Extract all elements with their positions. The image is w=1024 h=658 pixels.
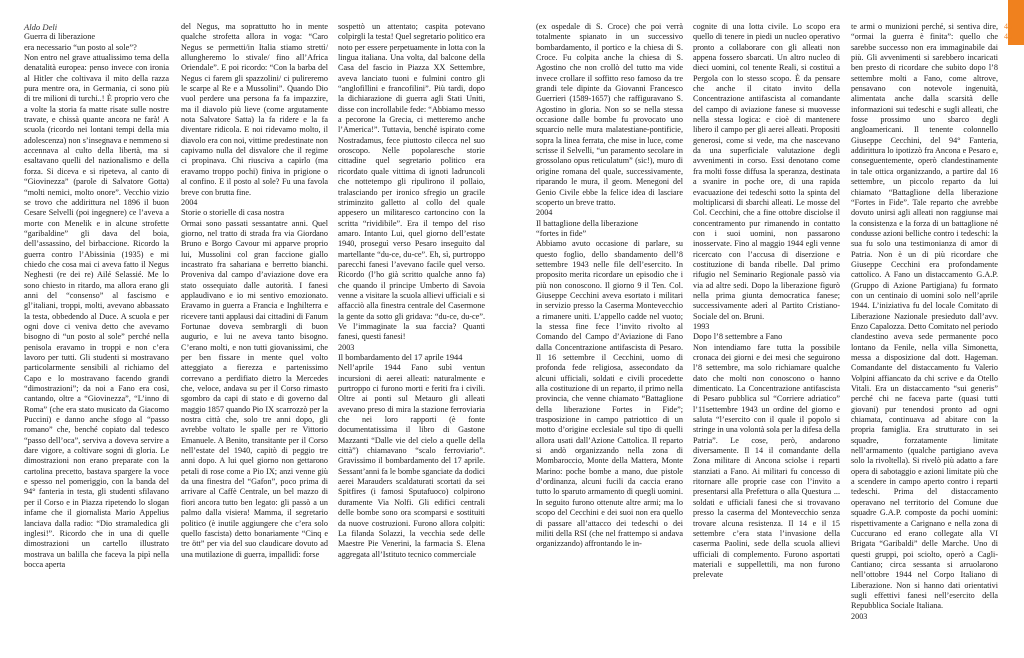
page-numbers: [1004, 22, 1012, 42]
article-year: 2004: [536, 208, 553, 218]
column-5: [693, 22, 840, 581]
page-number-left: 44: [1004, 22, 1012, 31]
column-6: [851, 22, 998, 622]
heading-line-2: “fortes in fide”: [536, 228, 587, 238]
article-year: 2003: [338, 342, 355, 352]
article-body: Nell’aprile 1944 Fano subì ventun incursioni di aerei alleati: naturalmente e purtroppo ci furono morti e feriti fra i civili. Oltre ai ponti sul Metauro gli alleati avevano preso di mira la stazione ferroviaria che nei loro rapporti (è fonte documentatissima il libro di Gastone Mazzanti “Dalle vie del cielo a quelle della città”) chiamavano “scalo ferroviario”. Gravissimo il bombardamento del 17 aprile. Sessant’anni fa le bombe sganciate da dodici aerei Marauders scaldaturati scortati da sei Spitfires (i famosi Sputafuoco) colpirono duramente Via Nolfi. Gli edifici centrali delle bombe sono ora scomparsi e sostituiti da nuove costruzioni. Furono allora colpiti: La filanda Solazzi, la vecchia sede delle Maestre Pie Venerini, la farmacia S. Elena aggregata all’Istituto tecnico commerciale: [338, 363, 485, 559]
heading-line-1: Guerra di liberazione: [24, 32, 96, 42]
article-body: (ex ospedale di S. Croce) che poi verrà totalmente spianato in un successivo bombardamento, il portico e la chiesa di S. Croce. Fu colpita anche la chiesa di S. Agostino che non crollò del tutto ma vide invece crollare il soffitto reso famoso da tre grandi tele dipinte da Giovanni Francesco Guerrieri (1589-1657) che raffiguravano S. Agostino in gloria. Non so se nella stessa occasione dalle bombe fu provocato uno squarcio nelle mura malatestiane-pontificie, sopra la linea ferrata, che mise in luce, come scrisse il Selvelli, “un paramento secolare in grossolano opus reticulatum” (sic!), muro di origine romana del quale, successivamente, riparando le mura, il geom. Menegoni del Genio Civile ebbe la felice idea di lasciare scoperto un breve tratto.: [536, 22, 683, 207]
article-body: del Negus, ma soprattutto ho in mente qualche strofetta allora in voga: “Caro Negus se permetti/in Italia stiamo strettì/ allungheremo lo stivale/ fino all’Africa Oriendale”. E poi ricordo: “Con la barba del Negus ci farem gli spazzolini/ ci pulireremo le scarpe al Re e a Mussolini”. Quando Dio vuol perdere una persona fa fa impazzire, ma il diavolo più lieve (come argutamente nota Salvatore Satta) la fa ridere e la fa diventare ridicola. E noi ridevamo molto, il diavolo era con noi, vittime predestinate non capivamo nulla del disvalore che il regime ci propinava. Chi riusciva a capirlo (ma eravamo troppo pochi) finiva in prigione o al confino. E il posto al sole? Fu una favola breve con brutta fine.: [181, 22, 328, 197]
author-name: Aldo Deli: [24, 22, 58, 32]
article-year: 2003: [851, 611, 868, 621]
article-year: 1993: [693, 321, 710, 331]
column-1: [24, 22, 169, 570]
article-body: cognite di una lotta civile. Lo scopo era quello di tenere in piedi un nucleo operativo pronto a collaborare con gli alleati non appena fossero sbarcati. Un altro nucleo di dieci uomini, col tenente Reali, si costituì a Pergola con lo stesso scopo. È da pensare che anche il citato invito della Concentrazione antifascista al comandante del campo di aviazione fanese si muovesse nella stessa logica: e cioè di mantenere libero il campo per gli aerei alleati. Propositi generosi, come si vede, ma che nascevano da una superficiale valutazione degli avvenimenti in corso. Essi denotano come fra molti fosse diffusa la speranza, destinata a svanire in poche ore, di una rapida evacuazione dei tedeschi sotto la spinta del moltiplicarsi di sbarchi alleati. Le mosse del Col. Cecchini, che a fine ottobre disciolse il concentramento pur rimanendo in contatto con i suoi uomini, non passarono inosservate. Fino al maggio 1944 egli venne ricercato con l’accusa di diserzione e costituzione di banda ribelle. Dal primo rifugio nel Seminario Regionale passò via via ad altre sedi. Dopo la liberazione figurò nella prima giunta democratica fanese; successivamente aderì al Partito Cristiano-Sociale del on. Bruni.: [693, 22, 840, 321]
page-number-right: 45: [1004, 32, 1012, 41]
article-year: 2004: [181, 197, 198, 207]
article-heading-5: Dopo l’8 settembre a Fano: [693, 332, 783, 342]
column-2: [181, 22, 328, 560]
article-heading-2: Storie o storielle di casa nostra: [181, 208, 285, 218]
article-heading-3: Il bombardamento del 17 aprile 1944: [338, 353, 463, 362]
article-body: Ormai sono passati sessantatre anni. Quel giorno, nel tratto di strada fra via Giordano Bruno e Borgo Cavour mi apparve proprio lui, Mussolini col gran faccione giallo incastrato fra sahariana e berretto bianchi. Proveniva dal campo d’aviazione dove era stato ossequiato dalle autorità. I fanesi applaudivano e io mi sentivo emozionato. Eravamo in guerra a Francia e Inghilterra e ricevere tanti applausi dai cittadini di Fanum Fortunae doveva sembrargli di buon augurio, e lui ne aveva tanto bisogno. C’erano molti, e non tutti giovanissimi, che per ben fissare in mente quel volto atteggiato a fierezza e partenissimo correvano a perdifiato dietro la Mercedes che, veloce, andava su per il Corso rimasto sgombro da capi di stato e di governo dal maggio 1857 quando Pio IX scarrozzò per la nostra città che, solo tre anni dopo, gli avrebbe voltato le spalle per re Vittorio Emanuele. A Benito, transitante per il Corso nell’estate del 1940, capitò di peggio tre anni dopo. A lui quel giorno non gettarono petali di rose come a Pio IX; anzi venne giù da una finestra del “Gafon”, poco prima di arrivare al Caffè Centrale, un bel mazzo di fiori ancora tutto ben legato: gli passò a un palmo dalla visiera! Mamma, il segretario politico (è inutile aggiungere che c’era solo quello fascista) detto bonariamente “Cinq e tre ött” per via del suo claudicare dovuto ad una mutilazione di guerra, impallidì: forse: [181, 218, 328, 559]
article-body: Abbiamo avuto occasione di parlare, su questo foglio, dello sbandamento dell’8 settembre 1943 nelle file dell’esercito. In proposito merita ricordare un episodio che i più non conoscono. Il giorno 9 il Ten. Col. Giuseppe Cecchini aveva esortato i militari in servizio presso la Caserma Montevecchio a rimanere uniti. L’appello cadde nel vuoto; la stessa fine fece l’invito rivolto al Comando del Campo d’Aviazione di Fano dalla Concentrazione antifascista di Pesaro. Il 16 settembre il Cecchini, uomo di profonda fede religiosa, assecondato da alcuni ufficiali, soldati e civili procedette alla costituzione di un reparto, il primo nella provincia, che venne chiamato “Battaglione della liberazione Fortes in Fide”; trasposizione in campo patriottico di un motto d’origine ecclesiale sul tipo di quelli allora usati dall’Azione Cattolica. Il reparto si andò organizzando nella zona di Mombaroccio, Monte della Mattera, Monte Marino: poche bombe a mano, due pistole d’ordinanza, alcuni fucili da caccia erano tutto lo sparuto armamento di quegli uomini. In seguito furono ottenute altre armi; ma lo scopo del Cecchini e dei suoi non era quello di passare all’attacco dei tedeschi o dei militi della RSI (che nel frattempo si andava organizzando) affrontando le in-: [536, 239, 683, 549]
heading-line-2: era necessario “un posto al sole”?: [24, 42, 137, 52]
heading-line-1: Il battaglione della liberazione: [536, 218, 639, 228]
column-4: [536, 22, 683, 550]
article-body: te armi o munizioni perché, si sentiva dire, “ormai la guerra è finita”: quello che sarebbe successo non era immaginabile dai più. Gli avvenimenti si sarebbero incaricati ben presto di ricordare che subito dopo l’8 settembre molti a Fano, come altrove, pensavano con notevole ingenuità, alimentata anche dalla scarsità delle informazioni sui tedeschi e sugli alleati, che fosse prossimo uno sbarco degli angloamericani. Il tenente colonnello Giuseppe Cecchini, del 94° Fanteria, addirittura lo ipotizzò fra Ancona e Pesaro e, conseguentemente, operò clandestinamente in tale ottica organizzando, a partire dal 16 settembre, un piccolo reparto da lui chiamato “Battaglione della liberazione “Fortes in Fide”. Tale reparto che avrebbe dovuto unirsi agli alleati non raggiunse mai la consistenza e la forza di un battaglione né condusse azioni belliche contro i tedeschi: la sua fu solo una testimonianza di amor di Patria. Non è un di più ricordare che Giuseppe Cecchini era profondamente cattolico. A Fano un distaccamento G.A.P. (Gruppo di Azione Partigiana) fu formato con un centinaio di uomini solo nell’aprile 1944. L’iniziativa fu del locale Comitato di Liberazione Nazionale presieduto dall’avv. Enzo Capalozza. Detto Comitato nel periodo clandestino aveva sede permanente poco lontano da Fenile, nella villa Simonetta, messa a disposizione dal dott. Hageman. Comandante del distaccamento fu Valerio Volpini affiancato da chi scrive e da Otello Vitali. Era un distaccamento “sui generis” perché chi ne faceva parte (quasi tutti giovani) pur tenendosi pronto ad ogni chiamata, continuava ad abitare con la propria famiglia. Era strutturato in sei squadre, forzatamente limitate nell’armamento (qualche partigiano aveva solo la rivoltella). Si rivelò più adatto a fare opera di sabotaggio e azioni limitate più che a scendere in campo aperto contro i reparti tedeschi. Prima del distaccamento operavano nel territorio del Comune due squadre G.A.P. composte da pochi uomini: rispettivamente a Carignano e nella zona di Cuccurano ed erano collegate alla VI Brigata “Garibaldi” delle Marche. Uno di questi gruppi, poi sciolto, operò a Cagli-Cantiano; circa sessanta si arruolarono nell’ottobre 1944 nel Corpo Italiano di Liberazione. Non si hanno dati orientativi sugli effettivi fanesi nell’esercito della Repubblica Sociale Italiana.: [851, 22, 998, 611]
column-3: [338, 22, 485, 560]
article-body: Non entro nel grave attualissimo tema della denatalità europea: penso invece con ironia al Hitler che coltivava il mito della razza pura mentre ora, in Germania, ci sono più di tre milioni di turchi..! È proprio vero che a volte la storia fa matte risate sulle nostre travate, e chissà quante ancora ne farà! A scuola (ricordo nei lontani tempi della mia adolescenza) non s’insegnava e nemmeno si accennava al culto della libertà, ma si esaltavano quelli del nazionalismo e della forza. Si diceva e si ripeteva, al canto di “Giovinezza” (parole di Salvatore Gotta) “molti nemici, molto onore”. Vecchio vizio se trovo che addirittura nel 1896 il buon Cesare Selvelli (poi ingegnere) ce l’aveva a morte con Menelik e in alcune strofette “garibaldine” gli dava del boia, dell’assassino, del birbaccione. Ricordo la guerra contro l’Abissinia (1935) e mi chiedo che cosa mai ci aveva fatto il Negus Neghesti (re dei re) Ailé Selassié. Me lo sono chiesto in ritardo, ma allora erano gli anni del “consenso” al fascismo e gl’italiani, troppi, molti, avevano abbassato la testa, obbedendo al Duce. A scuola e per ogni dove ci veniva detto che avevamo bisogno di “un posto al sole” perché nella penisola eravamo in troppi e non c’era lavoro per tutti. Gli studenti si mostravano particolarmente sensibili al richiamo del Capo e lo mostravano facendo grandi “dimostrazioni”; da noi a Fano era così, cantando, oltre a “Giovinezza”, “L’inno di Roma” (che era stato musicato da Giacomo Puccini) e danno anche sfogo al “passo romano” che, benché copiato dal tedesco “passo dell’oca”, serviva a doveva servire a dare vigore, a coltivare sogni di gloria. Le dimostrazioni non erano preparate con la cartolina precetto, bastava spargere la voce e spesso nel pomeriggio, con la banda del 94° fanteria in testa, gli studenti sfilavano per il Corso e in Piazza ripetendo lo slogan infame che il giornalista Mario Appelius lanciava dalla radio: “Dio stramaledica gli inglesi!”. Ricordo che in una di quelle dimostrazioni un cartello illustrato mostrava un balilla che faceva la pipì nella bocca aperta: [24, 53, 169, 569]
article-heading-1: [24, 32, 169, 53]
article-body: sospettò un attentato; caspita potevano colpirgli la testa! Quel segretario politico era noto per essere perpetuamente in lotta con la lingua italiana. Una volta, dal balcone della Casa del fascio in Piazza XX Settembre, aveva lanciato tuoni e fulmini contro gli “anglofillini e francofilini”. Più tardi, dopo la dichiarazione di guerra agli Stati Uniti, disse con incrollabile fede: “Abbiamo messo a pecorone la Grecia, ci metteremo anche l’America!”. Tuttavia, benché ispirato come Nostradamus, fece piuttosto cilecca nel suo oroscopo. Nelle popolaresche storie cittadine quel segretario politico era ricordato quale vittima di ignoti ladruncoli che nottetempo gli ripulirono il pollaio, tralasciando per ironico sfregio un gracile striminzito galletto al collo del quale appesero un militaresco cartoncino con la scritta “rividibile”. Era il tempo del riso amaro. Intanto Lui, quel giorno dell’estate 1940, proseguì verso Pesaro inseguito dal martellante “du-ce, du-ce”. Eh, sì, purtroppo parecchi fanesi l’avevano facile quel verso. Ricordo (l’ho già scritto qualche anno fa) che quando il principe Umberto di Savoia venne a visitare la scuola allievi ufficiali e si affacciò alla finestra centrale del Casermone la gente da sotto gli gridava: “du-ce, du-ce”. Ve l’immaginate la sua faccia? Quanti fanesi, questi fanesi!: [338, 22, 485, 342]
article-heading-4: [536, 219, 683, 240]
article-body: Non intendiamo fare tutta la possibile cronaca dei giorni e dei mesi che seguirono l’8 settembre, ma solo richiamare qualche dato che molti non conoscono o hanno dimenticato. La Concentrazione antifascista di Pesaro pubblica sul “Corriere adriatico” l’11settembre 1943 un ordine del giorno e saluta “l’esercito con il quale il popolo si stringe in una volontà sola per la difesa della Patria”. Le cose, però, andarono diversamente. Il 14 il comandante della Zona militare di Ancona sciolse i reparti stanziati a Fano. Ai militari fu concesso di ritornare alle proprie case con l’invito a presentarsi alla Prefettura o alla Questura ... soldati e ufficiali fanesi che si trovavano presso la caserma del Montevecchio senza trovare alcuna resistenza. Il 14 e il 15 settembre c’era stata l’invasione della caserma Paolini, sede della scuola allievi ufficiali di complemento. Furono asportati materiali e suppellettili, ma non furono prelevate: [693, 342, 840, 580]
